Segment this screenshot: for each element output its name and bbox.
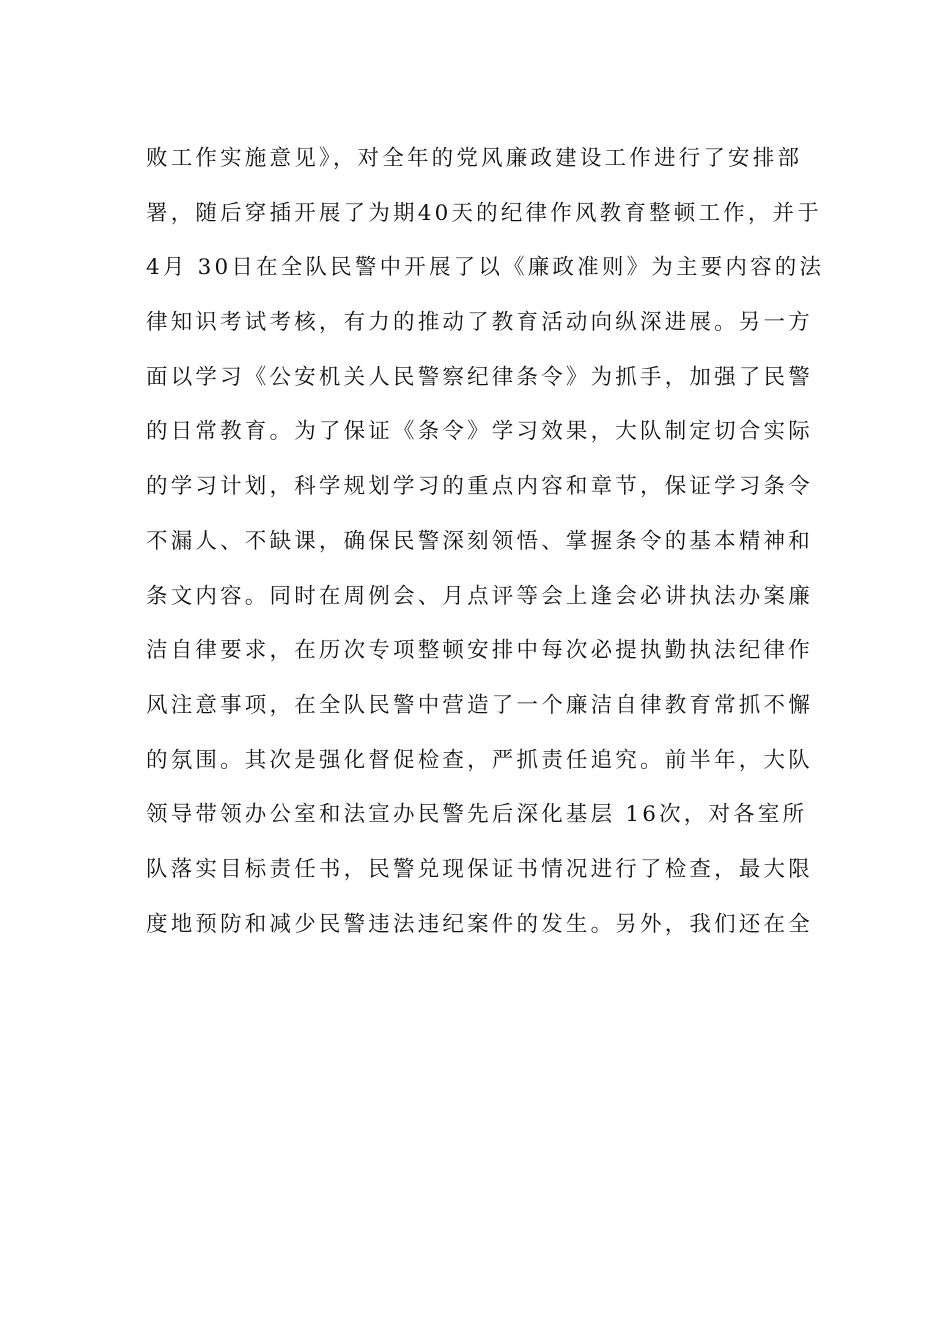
text-line: 的氛围。其次是强化督促检查，严抓责任追究。前半年，大队 — [146, 747, 813, 773]
text-line: 的日常教育。为了保证《条令》学习效果，大队制定切合实际 — [146, 419, 813, 445]
text-line: 风注意事项，在全队民警中营造了一个廉洁自律教育常抓不懈 — [146, 692, 813, 718]
text-line: 律知识考试考核，有力的推动了教育活动向纵深进展。另一方 — [146, 310, 813, 336]
text-line: 署，随后穿插开展了为期40天的纪律作风教育整顿工作，并于 — [146, 200, 822, 226]
text-line: 洁自律要求，在历次专项整顿安排中每次必提执勤执法纪律作 — [146, 638, 813, 664]
text-line: 领导带领办公室和法宣办民警先后深化基层 16次，对各室所 — [146, 802, 808, 828]
text-line: 败工作实施意见》，对全年的党风廉政建设工作进行了安排部 — [146, 146, 803, 171]
text-line: 不漏人、不缺课，确保民警深刻领悟、掌握条令的基本精神和 — [146, 528, 813, 554]
text-line: 面以学习《公安机关人民警察纪律条令》为抓手，加强了民警 — [146, 364, 813, 390]
body-text — [146, 132, 825, 952]
text-line: 4月 30日在全队民警中开展了以《廉政准则》为主要内容的法 — [146, 255, 825, 281]
text-line: 的学习计划，科学规划学习的重点内容和章节，保证学习条令 — [146, 474, 813, 500]
text-line: 度地预防和减少民警违法违纪案件的发生。另外，我们还在全 — [146, 911, 813, 937]
text-line: 队落实目标责任书，民警兑现保证书情况进行了检查，最大限 — [146, 856, 813, 882]
text-line: 条文内容。同时在周例会、月点评等会上逢会必讲执法办案廉 — [146, 583, 813, 609]
